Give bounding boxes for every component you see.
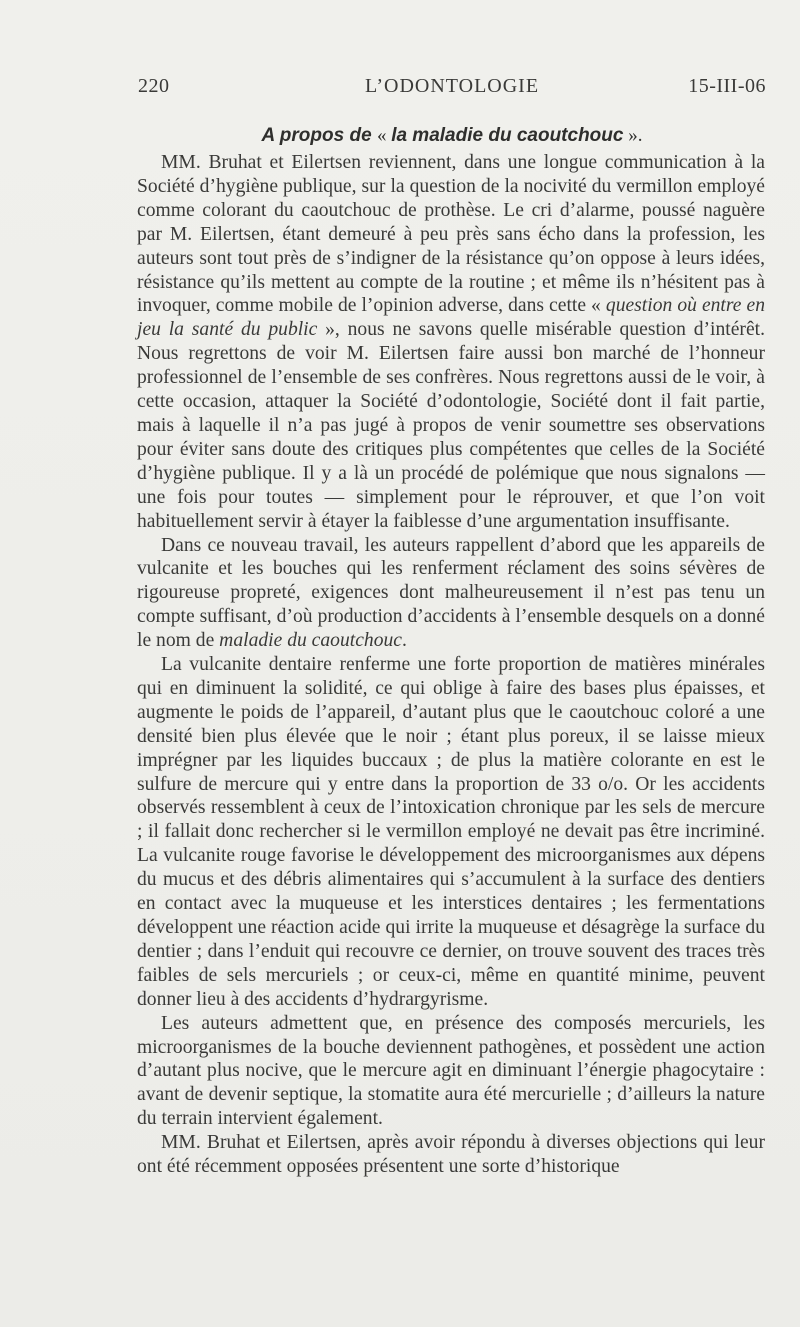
paragraph-3: La vulcanite dentaire renferme une forte proportion de matières minérales qui en diminuent la solidité, ce qui oblige à faire des bases plus épaisses, et augmente le poids de l’appareil, d’autant plus que le caoutchouc coloré a une densité bien plus élevée que le noir ; étant plus poreux, il se laisse mieux imprégner par les liquides buccaux ; de plus la matière colorante en est le sulfure de mercure qui y entre dans la proportion de 33 o/o. Or les accidents observés ressemblent à ceux de l’intoxication chronique par les sels de mercure ; il fallait donc rechercher si le vermillon employé ne devait pas être incriminé. La vulcanite rouge favorise le développement des microorganismes aux dépens du mucus et des débris alimentaires qui s’accumulent à la surface des dentiers en contact avec la muqueuse et les interstices dentaires ; les fermentations développent une réaction acide qui irrite la muqueuse et désagrège la surface du dentier ; dans l’enduit qui recouvre ce dernier, on trouve souvent des traces très faibles de sels mercuriels ; or ceux-ci, même en quantité minime, peuvent donner lieu à des accidents d’hydrargyrisme. <box>137 654 765 1010</box>
title-subject: la maladie du caoutchouc <box>391 125 624 146</box>
title-open-quote: « <box>376 125 392 146</box>
page-number: 220 <box>138 75 170 97</box>
paragraph-5: MM. Bruhat et Eilertsen, après avoir répondu à diverses objections qui leur ont été récemment opposées présentent une sorte d’historique <box>137 1132 765 1178</box>
paragraph-1-italic: question où entre en jeu la santé du public <box>137 295 765 341</box>
paragraph-2-part-b: . <box>402 630 407 652</box>
paragraph-1-part-a: MM. Bruhat et Eilertsen reviennent, dans une longue communication à la Société d’hygiène publique, sur la question de la nocivité du vermillon employé comme colorant du caoutchouc de prothèse. Le cri d’alarme, poussé naguère par M. Eilertsen, étant demeuré à peu près sans écho dans la profession, les auteurs sont tout près de s’indigner de la résistance qu’on oppose à leurs idées, résistance qu’ils mettent au compte de la routine ; et même ils n’hésitent pas à invoquer, comme mobile de l’opinion adverse, dans cette « <box>137 152 765 317</box>
journal-title: L’ODONTOLOGIE <box>364 75 540 97</box>
paragraph-1 <box>137 151 765 534</box>
title-lead: A propos de <box>261 125 372 146</box>
running-head <box>138 75 766 101</box>
article-body <box>137 151 765 1179</box>
paragraph-1-part-b: », nous ne savons quelle misérable question d’intérêt. Nous regrettons de voir M. Eilertsen faire aussi bon marché de l’honneur professionnel de l’ensemble de ses confrères. Nous regrettons aussi de le voir, à cette occasion, attaquer la Société d’odontologie, Société dont il fait partie, mais à laquelle il n’a pas jugé à propos de venir soumettre ses observations pour éviter sans doute des critiques plus compétentes que celles de la Société d’hygiène publique. Il y a là un procédé de polémique que nous signalons — une fois pour toutes — simplement pour le réprouver, et que l’on voit habituellement servir à étayer la faiblesse d’une argumentation insuffisante. <box>137 319 766 532</box>
paragraph-2-part-a: Dans ce nouveau travail, les auteurs rappellent d’abord que les appareils de vulcanite et les bouches qui les renferment réclament des soins sévères de rigoureuse propreté, exigences dont malheureusement il n’est pas tenu un compte suffisant, d’où production d’accidents à l’ensemble desquels on a donné le nom de <box>137 534 765 652</box>
paragraph-2-italic: maladie du caoutchouc <box>219 630 403 652</box>
article-title <box>138 125 766 147</box>
paragraph-2 <box>137 534 765 654</box>
title-close-quote: ». <box>623 125 643 146</box>
paragraph-4: Les auteurs admettent que, en présence des composés mercuriels, les microorganismes de la bouche deviennent pathogènes, et possèdent une action d’autant plus nocive, que le mercure agit en diminuant l’énergie phagocytaire : avant de devenir septique, la stomatite aura été mercurielle ; d’ailleurs la nature du terrain intervient également. <box>137 1012 765 1130</box>
issue-date: 15-III-06 <box>688 75 766 97</box>
